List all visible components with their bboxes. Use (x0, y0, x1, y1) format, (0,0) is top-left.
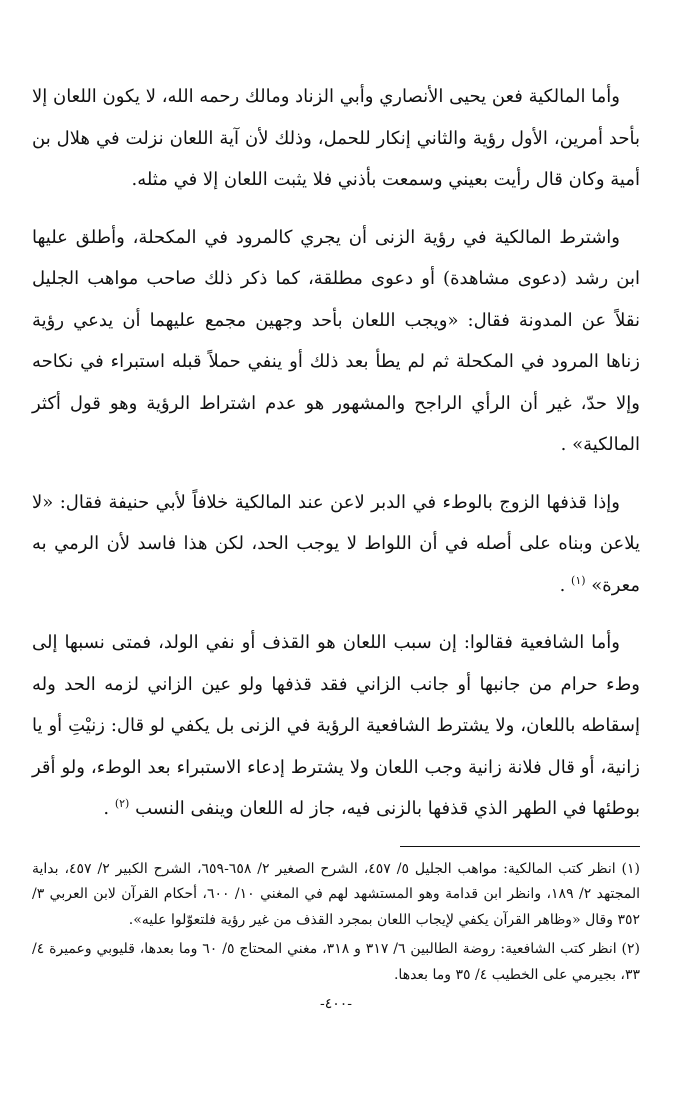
paragraph-3-end: . (559, 574, 566, 596)
footnote-divider (400, 846, 640, 847)
paragraph-4-end: . (103, 798, 110, 819)
footnote-2: (٢) انظر كتب الشافعية: روضة الطالبين ٦/ ٣١٧ و ٣١٨، مغني المحتاج ٥/ ٦٠ وما بعدها، قليوبي وعميرة ٤/ ٣٣، بجيرمي على الخطيب ٤/ ٣٥ وما بعدها. (32, 941, 640, 983)
paragraph-4 (32, 622, 640, 830)
footnote-ref-1[interactable]: (١) (571, 573, 586, 587)
footnotes (32, 857, 640, 989)
paragraph-1-text: وأما المالكية فعن يحيى الأنصاري وأبي الزناد ومالك رحمه الله، لا يكون اللعان إلا بأحد أمرين، الأول رؤية والثاني إنكار للحمل، وذلك لأن آية اللعان نزلت في هلال بن أمية وكان قال رأيت بعيني وسمعت بأذني فلا يثبت اللعان إلا في مثله. (31, 86, 640, 190)
paragraph-4-text: وأما الشافعية فقالوا: إن سبب اللعان هو القذف أو نفي الولد، فمتى نسبها إلى وطء حرام من جانبها أو جانب الزاني فقد قذفها ولو عين الزاني لزمه الحد وله إسقاطه باللعان، ولا يشترط الشافعية الرؤية في الزنى بل يكفي لو قال: زنيْتِ أو يا زانية، أو قال فلانة زانية وجب اللعان ولا يشترط إدعاء الاستبراء بعد الوطء، ولو أقر بوطئها في الطهر الذي قذفها بالزنى فيه، جاز له اللعان وينفى النسب (32, 632, 640, 819)
paragraph-1 (32, 76, 640, 201)
paragraph-3 (32, 482, 640, 607)
paragraph-2 (32, 217, 640, 466)
footnote-ref-2[interactable]: (٢) (114, 797, 130, 810)
page-number: -٤٠٠- (319, 996, 353, 1012)
book-page (32, 76, 640, 1104)
paragraph-2-text: واشترط المالكية في رؤية الزنى أن يجري كالمرود في المكحلة، وأطلق عليها ابن رشد (دعوى مشاهدة) أو دعوى مطلقة، كما ذكر ذلك صاحب مواهب الجليل نقلاً عن المدونة فقال: «ويجب اللعان بأحد وجهين مجمع عليهما أن يدعي رؤية زناها المرود في المكحلة ثم لم يطأ بعد ذلك أو ينفي حملاً قبله استبراء في نكاحه وإلا حدّ، غير أن الرأي الراجح والمشهور هو عدم اشتراط الرؤية وهو قول أكثر المالكية» . (32, 226, 640, 455)
main-text (32, 76, 640, 830)
footnote-1: (١) انظر كتب المالكية: مواهب الجليل ٥/ ٤٥٧، الشرح الصغير ٢/ ٦٥٨-٦٥٩، الشرح الكبير ٢/ ٤٥٧، بداية المجتهد ٢/ ١٨٩، وانظر ابن قدامة وهو المستشهد لهم في المغني ١٠/ ٦٠٠، أحكام القرآن لابن العربي ٣/ ٣٥٢ وقال «وظاهر القرآن يكفي لإيجاب اللعان بمجرد القذف من غير رؤية فلتعوّلوا عليه». (32, 860, 641, 928)
paragraph-3-text: وإذا قذفها الزوج بالوطء في الدبر لاعن عند المالكية خلافاً لأبي حنيفة فقال: «لا يلاعن وبناه على أصله في أن اللواط لا يوجب الحد، لكن هذا فاسد لأن الرمي به معرة» (32, 491, 640, 596)
